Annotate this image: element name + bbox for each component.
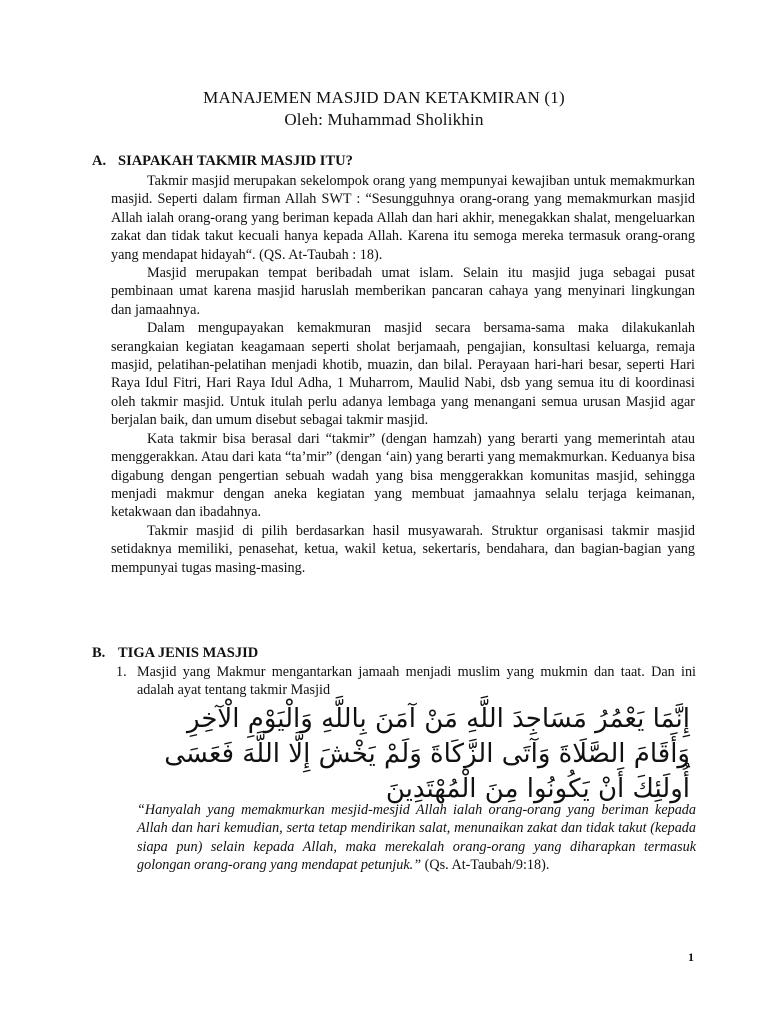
translation-reference: (Qs. At-Taubah/9:18). <box>421 857 550 874</box>
section-b-heading <box>92 645 258 662</box>
list-item <box>116 663 696 700</box>
translation-text: “Hanyalah yang memakmurkan mesjid-mesjid Allah ialah orang-orang yang beriman kepada Allah dan hari kemudian, serta tetap mendirikan salat, menunaikan zakat dan tidak takut (kepada siapa pun) selain kepada Allah, maka merekalah orang-orang yang diharapkan termasuk golongan orang-orang yang mendapat petunjuk.” <box>137 802 696 874</box>
verse-translation <box>137 801 696 875</box>
list-item-text: Masjid yang Makmur mengantarkan jamaah menjadi muslim yang mukmin dan taat. Dan ini adalah ayat tentang takmir Masjid <box>137 664 696 699</box>
section-b-label: B. <box>92 645 106 661</box>
arabic-verse: إِنَّمَا يَعْمُرُ مَسَاجِدَ اللَّهِ مَنْ آمَنَ بِاللَّهِ وَالْيَوْمِ الْآخِرِ وَأَقَامَ الصَّلَاةَ وَآتَى الزَّكَاةَ وَلَمْ يَخْشَ إِلَّا اللَّهَ فَعَسَى أُولَئِكَ أَنْ يَكُونُوا مِنَ الْمُهْتَدِينَ <box>164 704 690 804</box>
document-title: MANAJEMEN MASJID DAN KETAKMIRAN (1) <box>203 88 565 107</box>
section-b-title: TIGA JENIS MASJID <box>118 645 259 661</box>
section-a-title: SIAPAKAH TAKMIR MASJID ITU? <box>118 153 353 169</box>
section-a-heading <box>92 153 353 170</box>
section-a-label: A. <box>92 153 107 169</box>
page-number: 1 <box>688 950 694 964</box>
paragraph: Takmir masjid di pilih berdasarkan hasil musyawarah. Struktur organisasi takmir masjid setidaknya memiliki, penasehat, ketua, wakil ketua, sekertaris, bendahara, dan bagian-bagian yang mempunyai tugas masing-masing. <box>111 522 695 576</box>
document-author: Oleh: Muhammad Sholikhin <box>284 110 484 129</box>
section-a-body <box>111 172 695 577</box>
list-item-number: 1. <box>116 664 127 680</box>
paragraph: Dalam mengupayakan kemakmuran masjid secara bersama-sama maka dilakukanlah serangkaian kegiatan keagamaan seperti sholat berjamaah, pengajian, konsultasi keluarga, remaja masjid, pelatihan-pelatihan menjadi khotib, muazin, dan bilal. Perayaan hari-hari besar, seperti Hari Raya Idul Fitri, Hari Raya Idul Adha, 1 Muharrom, Maulid Nabi, dsb yang semua itu di koordinasi oleh takmir masjid. Untuk itulah perlu adanya lembaga yang menangani semua urusan Masjid agar berjalan baik, dan umum disebut sebagai takmir masjid. <box>111 320 695 429</box>
paragraph: Masjid merupakan tempat beribadah umat islam. Selain itu masjid juga sebagai pusat pembinaan umat karena masjid haruslah memberikan pancaran cahaya yang menyinari lingkungan dan jamaahnya. <box>111 265 695 318</box>
paragraph: Takmir masjid merupakan sekelompok orang yang mempunyai kewajiban untuk memakmurkan masjid. Seperti dalam firman Allah SWT : “Sesungguhnya orang-orang yang memakmurkan masjid Allah ialah orang-orang yang beriman kepada Allah dan hari akhir, menegakkan shalat, mengeluarkan zakat dan tidak takut kecuali hanya kepada Allah. Karena itu semoga mereka termasuk orang-orang yang mendapat hidayah“. (QS. At-Taubah : 18). <box>111 173 695 263</box>
paragraph: Kata takmir bisa berasal dari “takmir” (dengan hamzah) yang berarti yang memerintah atau menggerakkan. Atau dari kata “ta’mir” (dengan ‘ain) yang berarti yang memakmurkan. Keduanya bisa digabung dengan pengertian sebuah wadah yang bisa menggerakkan komunitas masjid, sehingga menjadi makmur dengan aneka kegiatan yang membuat jamaahnya selalu terjaga keimanan, ketakwaan dan ibadahnya. <box>111 430 695 521</box>
